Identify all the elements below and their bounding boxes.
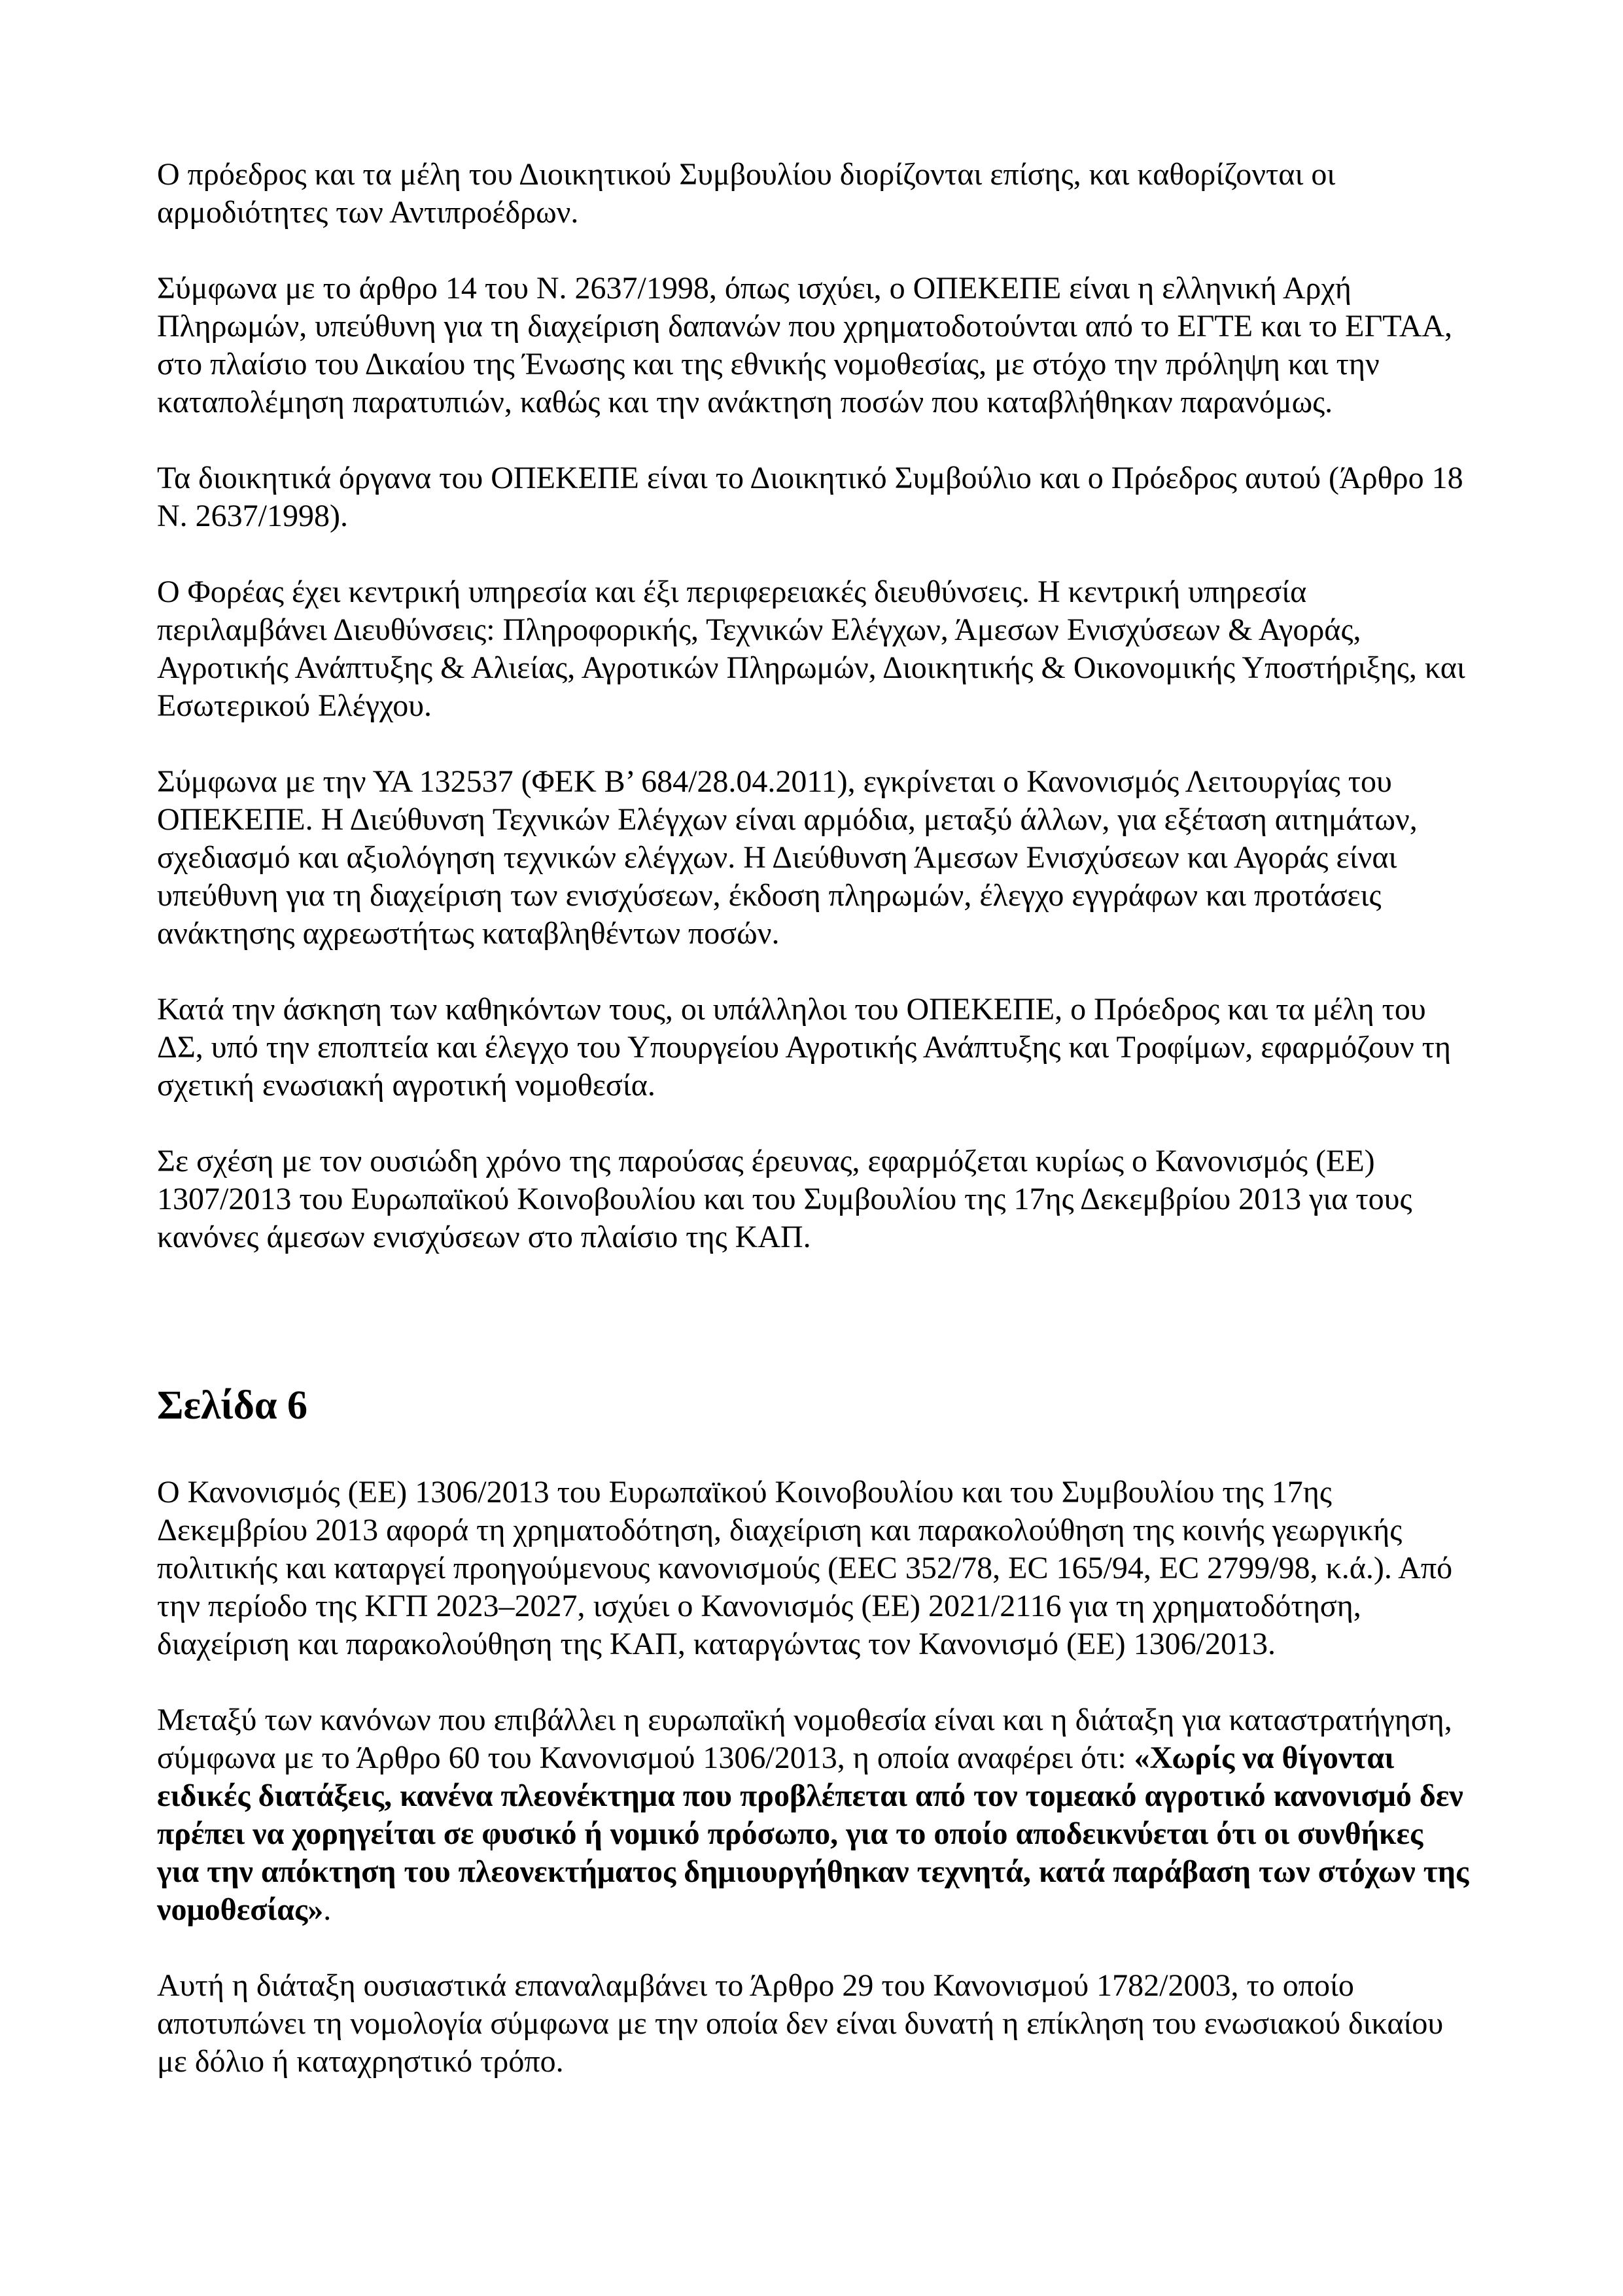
- paragraph-article-29: Αυτή η διάταξη ουσιαστικά επαναλαμβάνει το Άρθρο 29 του Κανονισμού 1782/2003, το οποίο αποτυπώνει τη νομολογία σύμφωνα με την οποία δεν είναι δυνατή η επίκληση του ενωσιακού δικαίου με δόλιο ή καταχρηστικό τρόπο.: [157, 1968, 1444, 2079]
- paragraph-regulation-1306: Ο Κανονισμός (ΕΕ) 1306/2013 του Ευρωπαϊκού Κοινοβουλίου και του Συμβουλίου της 17ης Δεκεμβρίου 2013 αφορά τη χρηματοδότηση, διαχείριση και παρακολούθηση της κοινής γεωργικής πολιτικής και καταργεί προηγούμενους κανονισμούς (ΕΕC 352/78, ΕC 165/94, ΕC 2799/98, κ.ά.). Από την περίοδο της ΚΓΠ 2023–2027, ισχύει ο Κανονισμός (ΕΕ) 2021/2116 για τη χρηματοδότηση, διαχείριση και παρακολούθηση της ΚΑΠ, καταργώντας τον Κανονισμό (ΕΕ) 1306/2013.: [157, 1475, 1453, 1661]
- circumvention-end: .: [323, 1892, 332, 1927]
- page-heading: Σελίδα 6: [157, 1383, 307, 1428]
- paragraph-circumvention-clause: [157, 1701, 1472, 1929]
- circumvention-intro: Μεταξύ των κανόνων που επιβάλλει η ευρωπαϊκή νομοθεσία είναι και η διάταξη για καταστρατήγηση, σύμφωνα με το Άρθρο 60 του Κανονισμού 1306/2013, η οποία αναφέρει ότι:: [157, 1703, 1452, 1775]
- paragraph-governing-bodies: Τα διοικητικά όργανα του ΟΠΕΚΕΠΕ είναι το Διοικητικό Συμβούλιο και ο Πρόεδρος αυτού (Άρθρο 18 Ν. 2637/1998).: [157, 461, 1463, 533]
- document-page: [157, 156, 1472, 2119]
- paragraph-operating-regulation: Σύμφωνα με την ΥΑ 132537 (ΦΕΚ Β’ 684/28.04.2011), εγκρίνεται ο Κανονισμός Λειτουργίας του ΟΠΕΚΕΠΕ. Η Διεύθυνση Τεχνικών Ελέγχων είναι αρμόδια, μεταξύ άλλων, για εξέταση αιτημάτων, σχεδιασμό και αξιολόγηση τεχνικών ελέγχων. Η Διεύθυνση Άμεσων Ενισχύσεων και Αγοράς είναι υπεύθυνη για τη διαχείριση των ενισχύσεων, έκδοση πληρωμών, έλεγχο εγγράφων και προτάσεις ανάκτησης αχρεωστήτως καταβληθέντων ποσών.: [157, 764, 1418, 951]
- paragraph-payment-authority: Σύμφωνα με το άρθρο 14 του Ν. 2637/1998, όπως ισχύει, ο ΟΠΕΚΕΠΕ είναι η ελληνική Αρχή Πληρωμών, υπεύθυνη για τη διαχείριση δαπανών που χρηματοδοτούνται από το ΕΓΤΕ και το ΕΓΤΑΑ, στο πλαίσιο του Δικαίου της Ένωσης και της εθνικής νομοθεσίας, με στόχο την πρόληψη και την καταπολέμηση παρατυπιών, καθώς και την ανάκτηση ποσών που καταβλήθηκαν παρανόμως.: [157, 271, 1453, 419]
- circumvention-quote: «Χωρίς να θίγονται ειδικές διατάξεις, κανένα πλεονέκτημα που προβλέπεται από τον τομεακό αγροτικό κανονισμό δεν πρέπει να χορηγείται σε φυσικό ή νομικό πρόσωπο, για το οποίο αποδεικνύεται ότι οι συνθήκες για την απόκτηση του πλεονεκτήματος δημιουργήθηκαν τεχνητά, κατά παράβαση των στόχων της νομοθεσίας»: [157, 1740, 1469, 1927]
- paragraph-board-members: Ο πρόεδρος και τα μέλη του Διοικητικού Συμβουλίου διορίζονται επίσης, και καθορίζονται οι αρμοδιότητες των Αντιπροέδρων.: [157, 157, 1336, 230]
- paragraph-staff-duties: Κατά την άσκηση των καθηκόντων τους, οι υπάλληλοι του ΟΠΕΚΕΠΕ, ο Πρόεδρος και τα μέλη του ΔΣ, υπό την εποπτεία και έλεγχο του Υπουργείου Αγροτικής Ανάπτυξης και Τροφίμων, εφαρμόζουν τη σχετική ενωσιακή αγροτική νομοθεσία.: [157, 992, 1452, 1103]
- paragraph-regulation-1307: Σε σχέση με τον ουσιώδη χρόνο της παρούσας έρευνας, εφαρμόζεται κυρίως ο Κανονισμός (ΕΕ) 1307/2013 του Ευρωπαϊκού Κοινοβουλίου και του Συμβουλίου της 17ης Δεκεμβρίου 2013 για τους κανόνες άμεσων ενισχύσεων στο πλαίσιο της ΚΑΠ.: [157, 1144, 1412, 1254]
- section-spacer: [157, 1294, 1472, 1382]
- paragraph-directorates: Ο Φορέας έχει κεντρική υπηρεσία και έξι περιφερειακές διευθύνσεις. Η κεντρική υπηρεσία περιλαμβάνει Διευθύνσεις: Πληροφορικής, Τεχνικών Ελέγχων, Άμεσων Ενισχύσεων & Αγοράς, Αγροτικής Ανάπτυξης & Αλιείας, Αγροτικών Πληρωμών, Διοικητικής & Οικονομικής Υποστήριξης, και Εσωτερικού Ελέγχου.: [157, 574, 1465, 723]
